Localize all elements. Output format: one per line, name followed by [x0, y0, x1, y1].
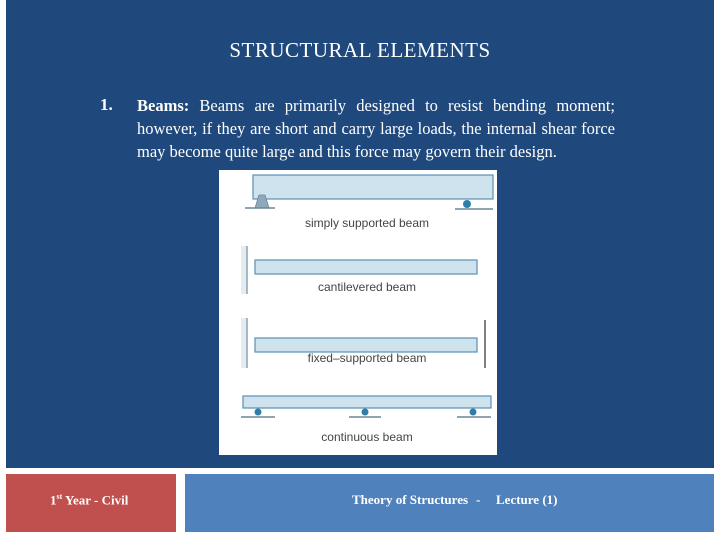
roller-support-icon: [463, 200, 471, 208]
beam-diagram: [219, 170, 497, 455]
caption-continuous: continuous beam: [321, 430, 413, 444]
caption-fixed-supported: fixed–supported beam: [307, 351, 427, 365]
list-item-number: 1.: [100, 95, 113, 114]
caption-cantilevered: cantilevered beam: [317, 280, 417, 294]
footer-lecture: Lecture (1): [496, 492, 558, 507]
beams-description: Beams are primarily designed to resist bending moment; however, if they are short and carry large loads, the internal shear force may become quite large and this force may govern their design.: [137, 96, 615, 161]
simply-supported-beam-drawing: [245, 175, 493, 209]
list-item-text: [137, 94, 615, 163]
continuous-beam-drawing: [241, 396, 491, 417]
slide-title: STRUCTURAL ELEMENTS: [229, 38, 491, 62]
caption-simply-supported: simply supported beam: [304, 216, 430, 230]
term-beams: Beams:: [137, 96, 190, 115]
beam-types-figure: [219, 170, 497, 455]
footer-separator: -: [476, 492, 481, 507]
footer-year: 1st Year - Civil: [50, 492, 129, 508]
footer-course: Theory of Structures: [352, 492, 469, 507]
